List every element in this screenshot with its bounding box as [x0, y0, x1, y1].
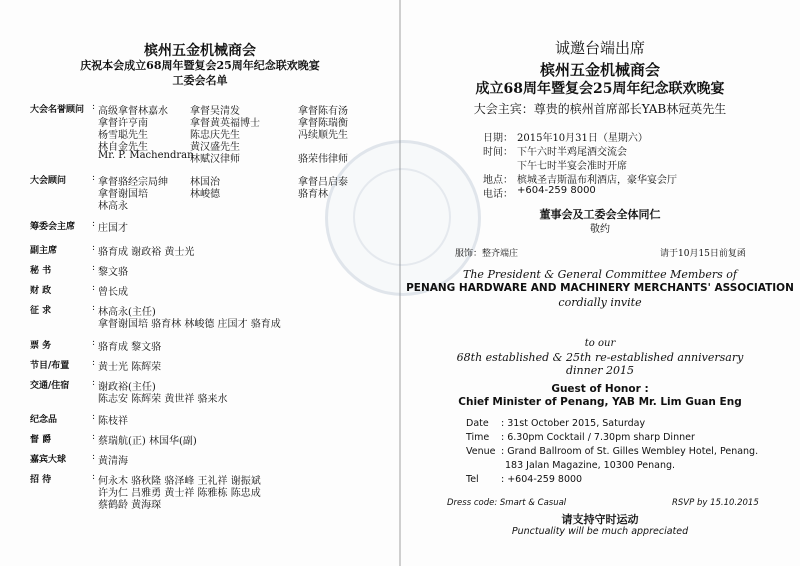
committee-members	[98, 303, 398, 330]
committee-members	[98, 472, 398, 511]
hosts-cn: 董事会及工委会全体同仁	[539, 208, 661, 221]
venue-label-en: Venue	[466, 446, 496, 457]
member-name: 何永木 骆秋隆 骆泽峰 王礼祥 谢振斌	[98, 476, 261, 487]
member-line	[98, 378, 398, 393]
member-name: 拿督吴清发	[190, 106, 240, 117]
member-name: 蔡瑞航(正) 林国华(副)	[98, 436, 197, 447]
member-name: 林自金先生	[98, 142, 148, 153]
time-label-en: Time	[466, 432, 490, 443]
member-name: 杨雪聪先生	[98, 130, 148, 141]
time-en: : 6.30pm Cocktail / 7.30pm sharp Dinner	[501, 432, 695, 443]
committee-role-label: 嘉宾大球	[30, 455, 67, 465]
committee-role-label: 征 求	[30, 306, 52, 316]
colon-separator: :	[92, 338, 96, 348]
member-line	[98, 432, 398, 447]
member-line	[98, 315, 398, 330]
member-line	[98, 484, 398, 499]
member-line	[98, 283, 398, 298]
member-name: 谢政裕(主任)	[98, 382, 156, 393]
member-name: 骆荣伟律师	[298, 154, 348, 165]
invite-heading: 诚邀台端出席	[554, 39, 645, 57]
cordially-invite: cordially invite	[558, 296, 642, 309]
member-name: 陈志安 陈辉荣 黄世祥 骆来水	[98, 394, 228, 405]
member-name: 拿督谢国培	[98, 189, 148, 200]
member-name: 骆育成 黎文骆	[98, 342, 162, 353]
committee-members	[98, 102, 398, 165]
colon-separator: :	[92, 452, 96, 462]
member-name: 冯续顺先生	[298, 130, 348, 141]
venue-label-cn: 地点：	[483, 175, 513, 186]
member-name: 蔡鹤龄 黄海琛	[98, 500, 162, 511]
committee-members	[98, 243, 398, 258]
member-name: 黎文骆	[98, 267, 128, 278]
member-name: 陈忠庆先生	[190, 130, 240, 141]
colon-separator: :	[92, 358, 96, 368]
venue-en: : Grand Ballroom of St. Gilles Wembley Hotel, Penang.	[501, 446, 759, 457]
committee-role-label: 秘 书	[30, 266, 52, 276]
committee-role-label: 纪念品	[30, 415, 58, 425]
committee-role-label: 财 政	[30, 286, 52, 296]
member-line	[98, 412, 398, 427]
date-label-cn: 日期：	[483, 133, 513, 144]
event-name-cn: 成立68周年暨复会25周年纪念联欢晚宴	[475, 81, 725, 97]
member-line	[98, 138, 398, 153]
committee-role-label: 督 爵	[30, 435, 52, 445]
member-line	[98, 102, 398, 117]
member-name: 黄士光 陈辉荣	[98, 362, 162, 373]
committee-members	[98, 452, 398, 467]
date-cn: 2015年10月31日（星期六）	[517, 133, 648, 144]
invite-cn: 敬约	[590, 224, 610, 235]
dress-code-cn: 服饰：整齐端庄	[455, 249, 519, 259]
venue-address-en: 183 Jalan Magazine, 10300 Penang.	[505, 460, 676, 471]
member-name: 曾长成	[98, 287, 128, 298]
member-line	[98, 126, 398, 141]
colon-separator: :	[92, 432, 96, 442]
committee-role-label: 票 务	[30, 341, 52, 351]
rsvp-cn: 请于10月15日前复函	[660, 249, 746, 259]
committee-members	[98, 263, 398, 278]
member-name: 拿督陈瑞衡	[298, 118, 348, 129]
member-line	[98, 185, 398, 200]
member-line	[98, 150, 398, 165]
member-name: 林赋汉律师	[190, 154, 240, 165]
member-name: 高级拿督林嘉水	[98, 106, 168, 117]
committee-members	[98, 283, 398, 298]
event-name-en-1: 68th established & 25th re-established anniversary	[456, 351, 744, 364]
member-line	[98, 390, 398, 405]
member-name: 许为仁 吕雅勇 黄士祥 陈雅栋 陈忠成	[98, 488, 261, 499]
member-line	[98, 358, 398, 373]
member-name: 庄国才	[98, 223, 128, 234]
member-line	[98, 197, 398, 212]
member-line	[98, 219, 398, 234]
member-name: 黄汉盛先生	[190, 142, 240, 153]
date-label-en: Date	[466, 418, 489, 429]
member-line	[98, 452, 398, 467]
colon-separator: :	[92, 412, 96, 422]
member-name: 黄清海	[98, 456, 128, 467]
committee-role-label: 筹委会主席	[30, 222, 76, 232]
guest-of-honor-label: Guest of Honor :	[551, 383, 649, 395]
committee-members	[98, 358, 398, 373]
punctuality-cn: 请支持守时运动	[561, 513, 639, 526]
tel-cn: +604-259 8000	[517, 185, 596, 196]
member-line	[98, 338, 398, 353]
member-name: 陈枝祥	[98, 416, 128, 427]
member-name: 骆育林	[298, 189, 328, 200]
dress-code-en: Dress code: Smart & Casual	[447, 498, 567, 508]
left-title: 槟州五金机械商会	[144, 43, 256, 59]
committee-role-label: 节目/布置	[30, 361, 70, 371]
member-line	[98, 303, 398, 318]
member-name: 林国治	[190, 177, 220, 188]
member-name: 拿督陈有汤	[298, 106, 348, 117]
committee-members	[98, 378, 398, 405]
association-name-en: PENANG HARDWARE AND MACHINERY MERCHANTS' ASSOCIATION	[406, 282, 794, 294]
guest-of-honor-cn: 大会主宾：尊贵的槟州首席部长YAB林冠英先生	[473, 102, 727, 116]
member-name: 骆育成 谢政裕 黄士光	[98, 247, 195, 258]
time-label-cn: 时间：	[483, 147, 513, 158]
member-name: 林高永	[98, 201, 128, 212]
committee-role-label: 交通/住宿	[30, 381, 70, 391]
association-name-cn: 槟州五金机械商会	[539, 61, 660, 79]
english-intro: The President & General Committee Members of	[463, 268, 737, 281]
colon-separator: :	[92, 263, 96, 273]
colon-separator: :	[92, 219, 96, 229]
time-cn-1: 下午六时半鸡尾酒交流会	[517, 147, 627, 158]
member-name: Mr. P. Machendran	[98, 150, 194, 161]
tel-label-en: Tel	[466, 474, 479, 485]
committee-members	[98, 173, 398, 212]
committee-members	[98, 219, 398, 234]
member-line	[98, 472, 398, 487]
member-line	[98, 243, 398, 258]
committee-role-label: 大会顾问	[30, 176, 67, 186]
time-cn-2: 下午七时半宴会准时开席	[517, 161, 627, 172]
colon-separator: :	[92, 102, 96, 112]
venue-cn: 槟城圣吉斯温布利酒店，豪华宴会厅	[517, 175, 677, 186]
member-line	[98, 173, 398, 188]
member-line	[98, 496, 398, 511]
member-name: 林峻德	[190, 189, 220, 200]
colon-separator: :	[92, 303, 96, 313]
committee-list-heading: 工委会名单	[172, 74, 228, 87]
committee-members	[98, 432, 398, 447]
colon-separator: :	[92, 173, 96, 183]
member-name: 林高永(主任)	[98, 307, 156, 318]
member-name: 拿督许亨南	[98, 118, 148, 129]
to-our: to our	[584, 338, 616, 349]
committee-members	[98, 338, 398, 353]
colon-separator: :	[92, 283, 96, 293]
member-name: 拿督黄英福博士	[190, 118, 260, 129]
member-line	[98, 263, 398, 278]
member-name: 拿督吕启泰	[298, 177, 348, 188]
left-subtitle: 庆祝本会成立68周年暨复会25周年纪念联欢晚宴	[80, 59, 320, 72]
member-name: 拿督骆经宗局绅	[98, 177, 168, 188]
committee-role-label: 大会名誉顾问	[30, 105, 85, 115]
tel-en: : +604-259 8000	[501, 474, 583, 485]
member-name: 拿督谢国培 骆育林 林峻德 庄国才 骆育成	[98, 319, 281, 330]
committee-members	[98, 412, 398, 427]
event-name-en-2: dinner 2015	[566, 364, 634, 377]
committee-role-label: 副主席	[30, 246, 58, 256]
date-en: : 31st October 2015, Saturday	[501, 418, 646, 429]
tel-label-cn: 电话：	[483, 189, 513, 200]
colon-separator: :	[92, 243, 96, 253]
committee-role-label: 招 待	[30, 475, 52, 485]
colon-separator: :	[92, 378, 96, 388]
guest-of-honor-en: Chief Minister of Penang, YAB Mr. Lim Guan Eng	[458, 396, 742, 408]
rsvp-en: RSVP by 15.10.2015	[672, 498, 759, 508]
punctuality-en: Punctuality will be much appreciated	[511, 526, 689, 537]
member-line	[98, 114, 398, 129]
colon-separator: :	[92, 472, 96, 482]
